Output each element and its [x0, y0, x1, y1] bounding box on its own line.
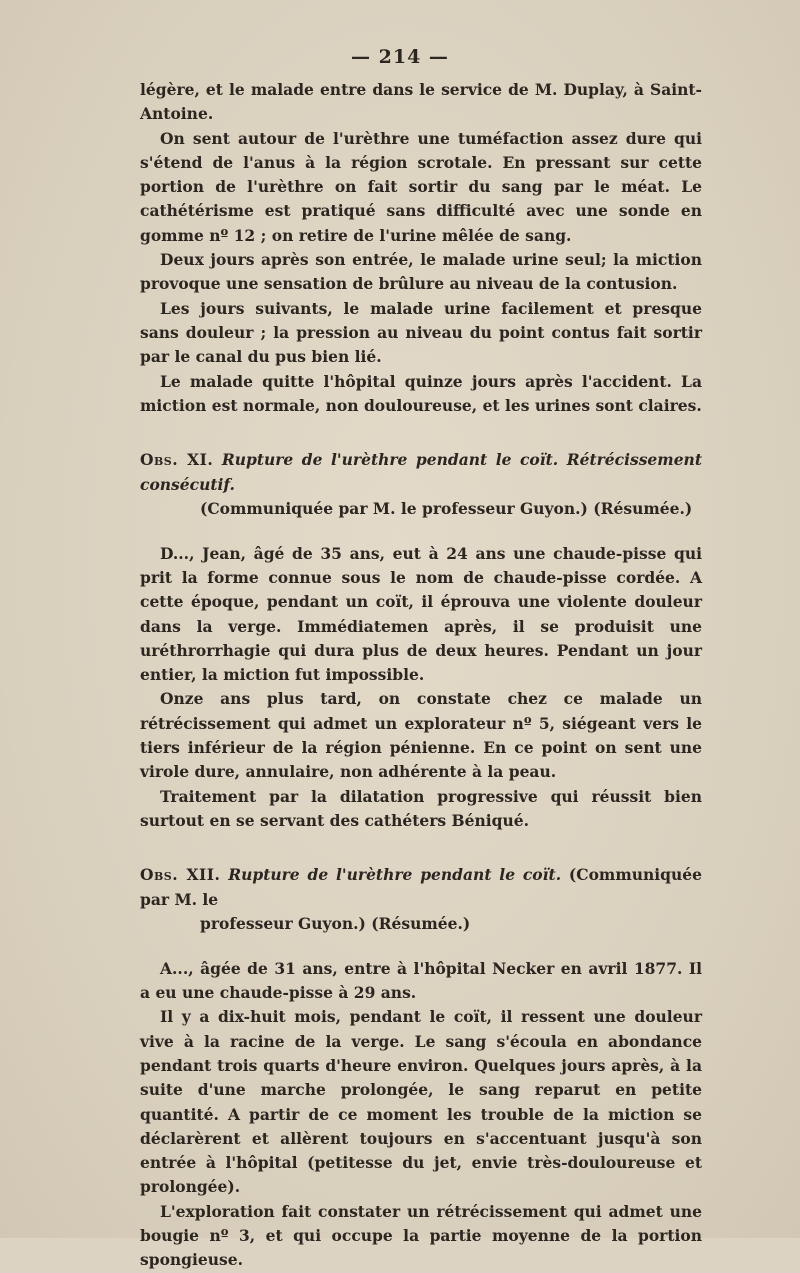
observation-source: (Communiquée par M. le professeur Guyon.) (Résumée.) — [200, 499, 693, 519]
paragraph: A..., âgée de 31 ans, entre à l'hôpital Necker en avril 1877. Il a eu une chaude-pisse à 29 ans. — [140, 958, 702, 1003]
observation-title: Rupture de l'urèthre pendant le coït. Rétrécissement consécutif. — [140, 450, 702, 494]
paragraph: On sent autour de l'urèthre une tuméfaction assez dure qui s'étend de l'anus à la région scrotale. En pressant sur cette portion de l'urèthre on fait sortir du sang par le méat. Le cathétérisme est pratiqué sans difficulté avec une sonde en gomme nº 12 ; on retire de l'urine mêlée de sang. — [140, 128, 702, 245]
observation-number: Obs. XII. — [140, 865, 221, 885]
observation-heading — [140, 863, 702, 937]
page-number: — 214 — — [351, 46, 449, 68]
paragraph: Deux jours après son entrée, le malade urine seul; la miction provoque une sensation de brûlure au niveau de la contusion. — [140, 250, 702, 294]
observation-source-continued: professeur Guyon.) (Résumée.) — [200, 914, 471, 934]
paragraph: L'exploration fait constater un rétrécissement qui admet une bougie nº 3, et qui occupe la partie moyenne de la portion spongieuse. — [140, 1201, 702, 1270]
paragraph: Le malade quitte l'hôpital quinze jours après l'accident. La miction est normale, non douloureuse, et les urines sont claires. — [140, 371, 702, 415]
paragraph: Les jours suivants, le malade urine facilement et presque sans douleur ; la pression au niveau du point contus fait sortir par le canal du pus bien lié. — [140, 298, 702, 367]
paragraph: Onze ans plus tard, on constate chez ce malade un rétrécissement qui admet un explorateur nº 5, siégeant vers le tiers inférieur de la région pénienne. En ce point on sent une virole dure, annulaire, non adhérente à la peau. — [140, 689, 702, 782]
page-body — [140, 78, 702, 1273]
paragraph: légère, et le malade entre dans le service de M. Duplay, à Saint-Antoine. — [140, 80, 702, 124]
observation-title: Rupture de l'urèthre pendant le coït. — [228, 865, 562, 885]
paragraph: Traitement par la dilatation progressive qui réussit bien surtout en se servant des cathéters Béniqué. — [140, 786, 702, 830]
observation-source: (Communiquée par M. le — [140, 865, 702, 909]
paragraph: Il y a dix-huit mois, pendant le coït, il ressent une douleur vive à la racine de la verge. Le sang s'écoula en abondance pendant trois quarts d'heure environ. Quelques jours après, à la suite d'une marche prolongée, le sang reparut en petite quantité. A partir de ce moment les trouble de la miction se déclarèrent et allèrent toujours en s'accentuant jusqu'à son entrée à l'hôpital (petitesse du jet, envie très-douloureuse et prolongée). — [140, 1007, 702, 1197]
observation-number: Obs. XI. — [140, 450, 214, 470]
observation-heading — [140, 448, 702, 522]
paragraph: D..., Jean, âgé de 35 ans, eut à 24 ans une chaude-pisse qui prit la forme connue sous le nom de chaude-pisse cordée. A cette époque, pendant un coït, il éprouva une violente douleur dans la verge. Immédiatemen après, il se produisit une uréthrorrhagie qui dura plus de deux heures. Pendant un jour entier, la miction fut impossible. — [140, 543, 702, 685]
